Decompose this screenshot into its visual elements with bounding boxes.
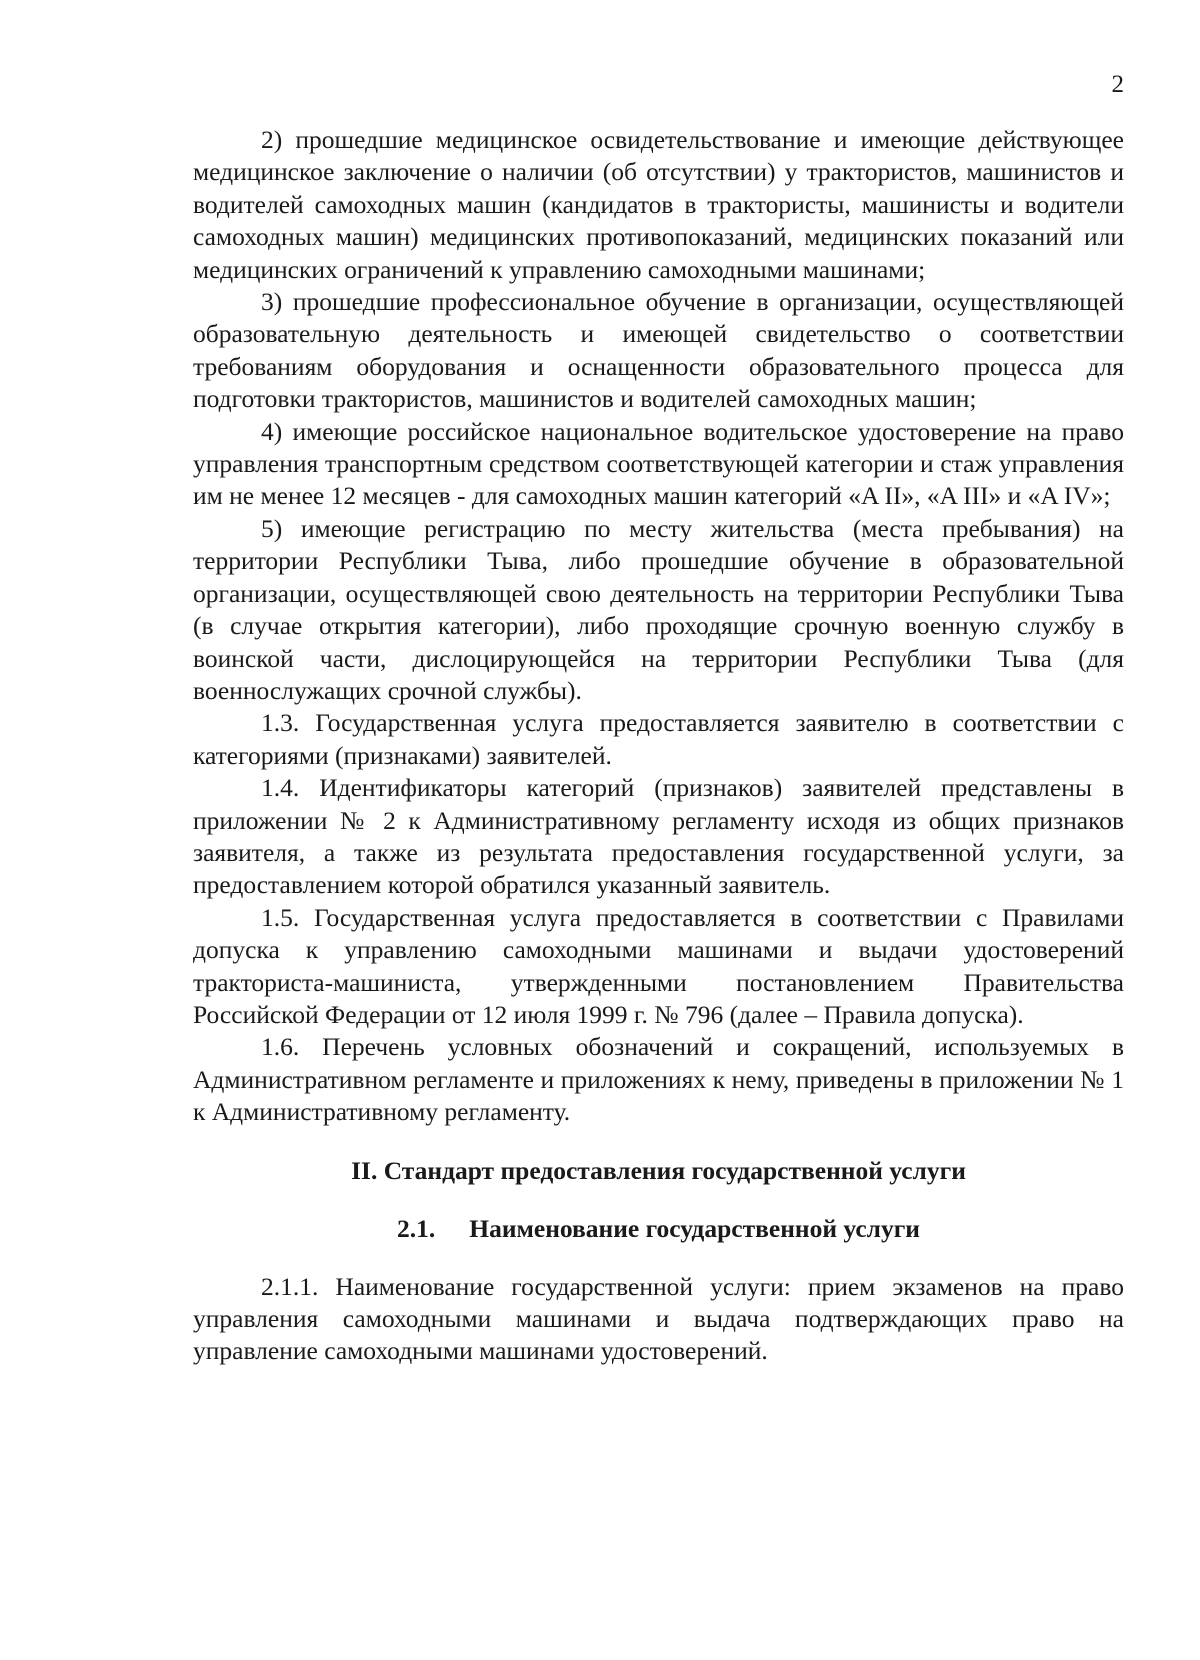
paragraph-item-4: 4) имеющие российское национальное водительское удостоверение на право управления транспортным средством соответствующей категории и стаж управления им не менее 12 месяцев - для самоходных машин категорий «A II», «A III» и «A IV»; [193, 416, 1124, 511]
paragraph-1-5: 1.5. Государственная услуга предоставляется в соответствии с Правилами допуска к управлению самоходными машинами и выдачи удостоверений тракториста-машиниста, утвержденными постановлением Правительства Российской Федерации от 12 июля 1999 г. № 796 (далее – Правила допуска). [193, 902, 1124, 1029]
paragraph-1-6: 1.6. Перечень условных обозначений и сокращений, используемых в Административном регламенте и приложениях к нему, приведены в приложении № 1 к Административному регламенту. [193, 1032, 1124, 1127]
section-heading: II. Стандарт предоставления государственной услуги [351, 1155, 966, 1185]
page-number: 2 [1111, 71, 1124, 98]
document-body [193, 124, 1124, 1368]
paragraph-item-5: 5) имеющие регистрацию по месту жительства (места пребывания) на территории Республики Тыва, либо прошедшие обучение в образовательной организации, осуществляющей свою деятельность на территории Республики Тыва (в случае открытия категории), либо проходящие срочную военную службу в воинской части, дислоцирующейся на территории Республики Тыва (для военнослужащих срочной службы). [193, 513, 1124, 705]
paragraph-item-3: 3) прошедшие профессиональное обучение в организации, осуществляющей образовательную деятельность и имеющей свидетельство о соответствии требованиям оборудования и оснащенности образовательного процесса для подготовки трактористов, машинистов и водителей самоходных машин; [193, 287, 1124, 414]
paragraph-2-1-1: 2.1.1. Наименование государственной услуги: прием экзаменов на право управления самоходными машинами и выдача подтверждающих право на управление самоходными машинами удостоверений. [193, 1271, 1124, 1366]
subsection-title: Наименование государственной услуги [469, 1213, 921, 1243]
subsection-number: 2.1. [396, 1213, 436, 1243]
subsection-heading [193, 1213, 1124, 1245]
paragraph-item-2: 2) прошедшие медицинское освидетельствование и имеющие действующее медицинское заключение о наличии (об отсутствии) у трактористов, машинистов и водителей самоходных машин (кандидатов в трактористы, машинисты и водители самоходных машин) медицинских противопоказаний, медицинских показаний или медицинских ограничений к управлению самоходными машинами; [193, 125, 1124, 284]
paragraph-1-3: 1.3. Государственная услуга предоставляется заявителю в соответствии с категориями (признаками) заявителей. [193, 708, 1124, 770]
paragraph-1-4: 1.4. Идентификаторы категорий (признаков) заявителей представлены в приложении № 2 к Административному регламенту исходя из общих признаков заявителя, а также из результата предоставления государственной услуги, за предоставлением которой обратился указанный заявитель. [193, 773, 1124, 900]
